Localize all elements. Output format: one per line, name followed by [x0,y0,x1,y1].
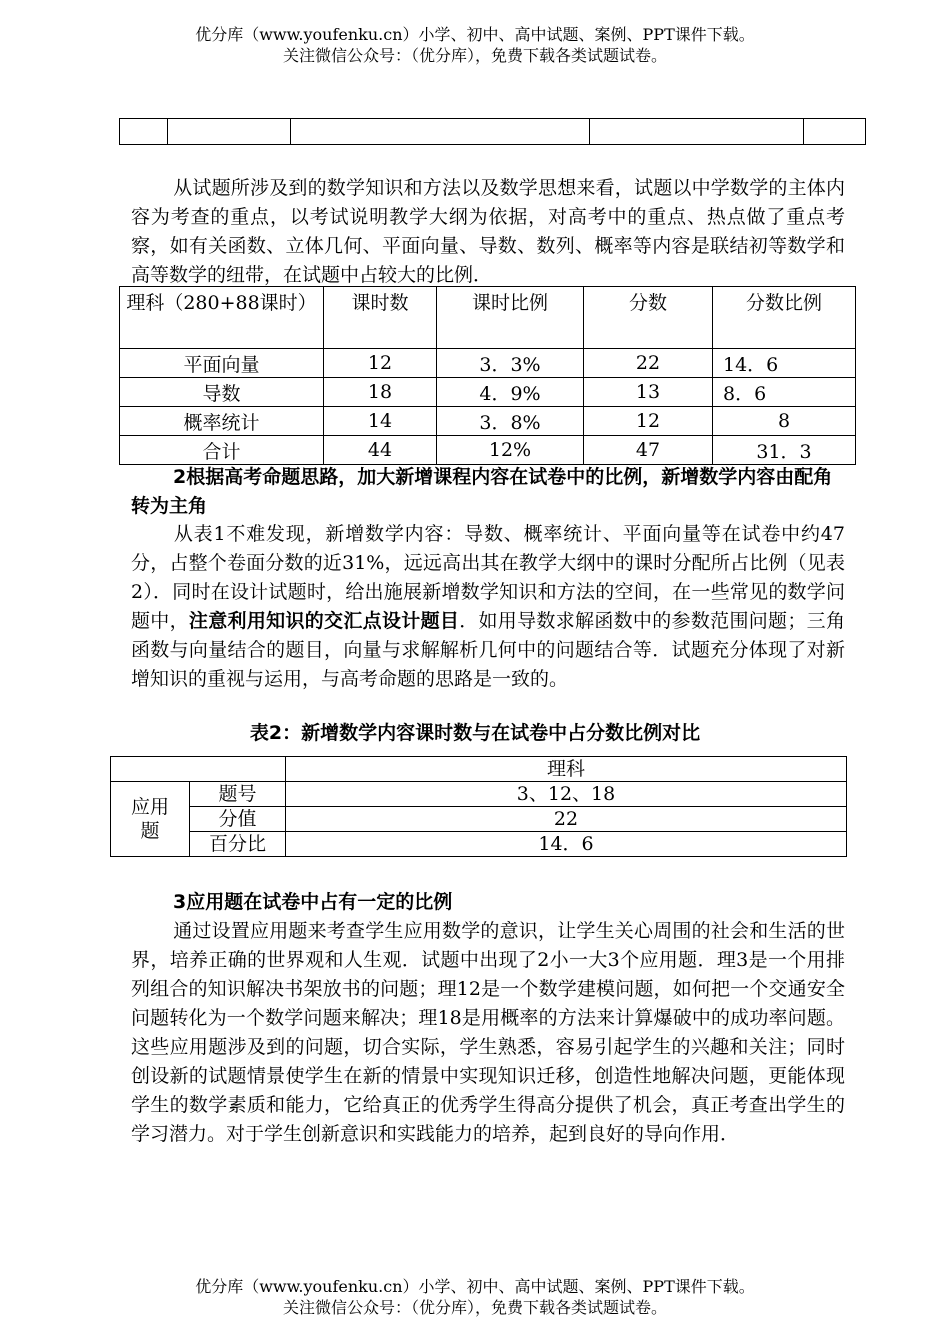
emphasis-text: 注意利用知识的交汇点设计题目 [188,610,460,632]
table-cell: 14 [324,407,437,436]
table-header-cell: 分数比例 [713,287,856,349]
table-cell: 平面向量 [120,349,324,378]
table-cell: 分值 [190,807,286,832]
page-footer [0,1276,950,1318]
table-cell: 3、12、18 [286,782,847,807]
table-cell: 4．9% [437,378,584,407]
table-header-cell: 分数 [584,287,713,349]
table-cell [804,119,866,145]
table-cell: 3．8% [437,407,584,436]
table-row [111,807,847,832]
table-cell [168,119,291,145]
table-cell [291,119,590,145]
table-cell [590,119,804,145]
table-corner-cell [111,757,286,782]
table-cell: 导数 [120,378,324,407]
table-cell: 概率统计 [120,407,324,436]
table-cell: 百分比 [190,832,286,857]
table-header-cell: 课时数 [324,287,437,349]
table-cell: 31．3 [713,436,856,465]
table-2-caption: 表2：新增数学内容课时数与在试卷中占分数比例对比 [249,722,701,744]
table-cell: 12% [437,436,584,465]
table-cell: 8．6 [713,378,856,407]
table-fragment-top [119,118,866,145]
table-header-cell: 课时比例 [437,287,584,349]
table-header-row [120,287,856,349]
table-cell: 题号 [190,782,286,807]
table-header-cell: 理科 [286,757,847,782]
page-header [0,24,950,66]
table-cell: 22 [286,807,847,832]
table-2 [110,756,847,857]
section-2-paragraph: 从表1不难发现，新增数学内容：导数、概率统计、平面向量等在试卷中约47分，占整个卷面分数的近31%，远远高出其在教学大纲中的课时分配所占比例（见表2）．同时在设计试题时，给出施展新增数学知识和方法的空间，在一些常见的数学问题中，注意利用知识的交汇点设计题目．如用导数求解函数中的参数范围问题；三角函数与向量结合的题目，向量与求解解析几何中的问题结合等．试题充分体现了对新增知识的重视与运用，与高考命题的思路是一致的。 [131,523,845,690]
section-3-paragraph: 通过设置应用题来考查学生应用数学的意识，让学生关心周围的社会和生活的世界，培养正确的世界观和人生观．试题中出现了2小一大3个应用题．理3是一个用排列组合的知识解决书架放书的问题；理12是一个数学建模问题，如何把一个交通安全问题转化为一个数学问题来解决；理18是用概率的方法来计算爆破中的成功率问题。这些应用题涉及到的问题，切合实际，学生熟悉，容易引起学生的兴趣和关注；同时创设新的试题情景使学生在新的情景中实现知识迁移，创造性地解决问题，更能体现学生的数学素质和能力，它给真正的优秀学生得高分提供了机会，真正考查出学生的学习潜力。对于学生创新意识和实践能力的培养，起到良好的导向作用． [131,920,845,1145]
footer-line-2: 关注微信公众号：（优分库），免费下载各类试题试卷。 [282,1298,667,1317]
table-cell: 47 [584,436,713,465]
footer-line-1: 优分库（www.youfenku.cn）小学、初中、高中试题、案例、PPT课件下载。 [195,1277,755,1296]
table-row [111,832,847,857]
table-cell: 44 [324,436,437,465]
table-cell: 12 [584,407,713,436]
table-1 [119,286,856,465]
table-row [120,436,856,465]
table-row [120,378,856,407]
row-group-label: 应用题 [111,782,190,857]
table-cell: 8 [713,407,856,436]
table-cell [120,119,168,145]
table-cell: 12 [324,349,437,378]
header-line-2: 关注微信公众号：（优分库），免费下载各类试题试卷。 [282,46,667,65]
table-row [120,349,856,378]
table-cell: 13 [584,378,713,407]
table-header-row [111,757,847,782]
table-cell: 14．6 [286,832,847,857]
section-2-heading: 2根据高考命题思路，加大新增课程内容在试卷中的比例，新增数学内容由配角转为主角 [131,466,833,517]
table-cell: 合计 [120,436,324,465]
table-header-cell: 理科（280+88课时） [120,287,324,349]
intro-paragraph: 从试题所涉及到的数学知识和方法以及数学思想来看，试题以中学数学的主体内容为考查的重点，以考试说明教学大纲为依据，对高考中的重点、热点做了重点考察，如有关函数、立体几何、平面向量、导数、数列、概率等内容是联结初等数学和高等数学的纽带，在试题中占较大的比例． [131,177,845,286]
table-cell: 22 [584,349,713,378]
table-cell: 3．3% [437,349,584,378]
table-row [111,782,847,807]
section-3-heading: 3应用题在试卷中占有一定的比例 [173,891,453,913]
table-cell: 14．6 [713,349,856,378]
header-line-1: 优分库（www.youfenku.cn）小学、初中、高中试题、案例、PPT课件下载。 [195,25,755,44]
table-cell: 18 [324,378,437,407]
table-row [120,407,856,436]
